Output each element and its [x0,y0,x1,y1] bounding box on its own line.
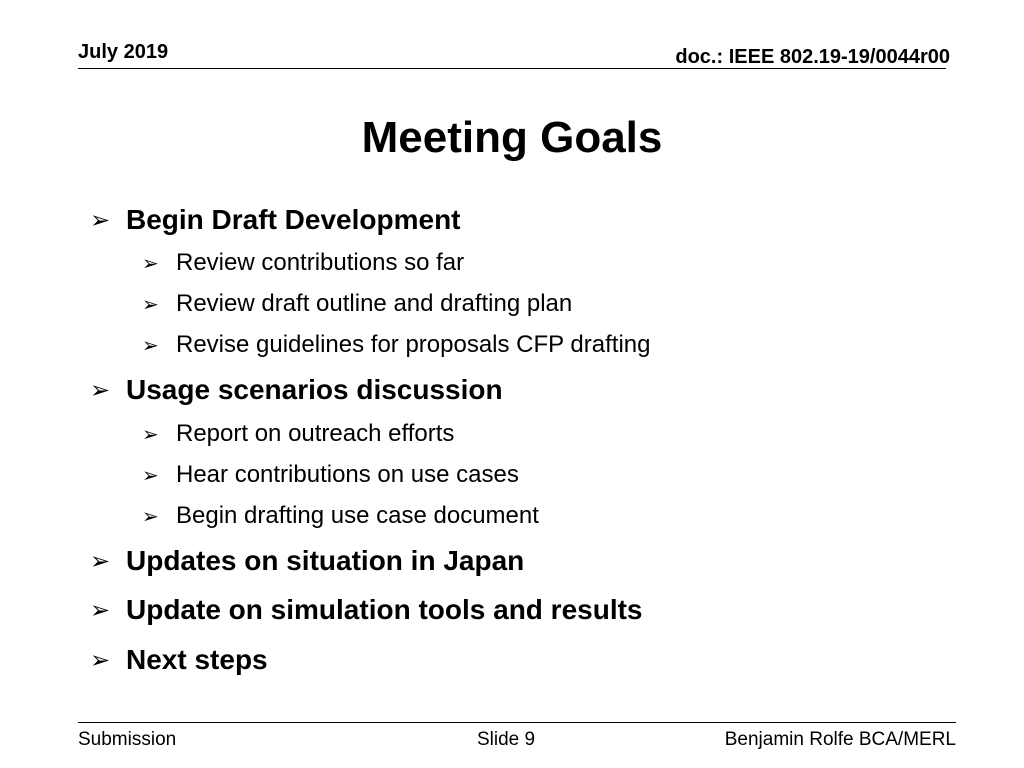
sub-bullet-item [142,501,539,531]
arrow-bullet-icon: ➢ [142,333,159,357]
bullet-item [90,202,461,238]
sub-bullet-item [142,330,650,360]
bullet-item [90,543,524,579]
bullet-text: Update on simulation tools and results [126,594,643,625]
bullet-item [90,592,643,628]
arrow-bullet-icon: ➢ [90,596,111,624]
footer-submission: Submission [78,729,177,750]
sub-bullet-text: Hear contributions on use cases [176,461,519,488]
arrow-bullet-icon: ➢ [90,206,111,234]
bullet-text: Usage scenarios discussion [126,374,503,405]
sub-bullet-item [142,460,519,490]
sub-bullet-item [142,289,572,319]
bullet-item [90,372,503,408]
header-date: July 2019 [78,41,169,63]
header-doc-id: doc.: IEEE 802.19-19/0044r00 [675,46,950,68]
sub-bullet-text: Begin drafting use case document [176,502,539,529]
sub-bullet-text: Review contributions so far [176,249,465,276]
arrow-bullet-icon: ➢ [142,292,159,316]
bullet-item [90,642,268,678]
arrow-bullet-icon: ➢ [142,422,159,446]
arrow-bullet-icon: ➢ [142,504,159,528]
slide-title: Meeting Goals [361,113,663,162]
sub-bullet-text: Revise guidelines for proposals CFP drafting [176,331,651,358]
sub-bullet-item [142,248,464,278]
sub-bullet-text: Review draft outline and drafting plan [176,290,573,317]
arrow-bullet-icon: ➢ [142,251,159,275]
bullet-text: Next steps [126,644,268,675]
footer-author: Benjamin Rolfe BCA/MERL [724,729,956,750]
sub-bullet-text: Report on outreach efforts [176,420,455,447]
bullet-text: Updates on situation in Japan [126,545,525,576]
header-divider [78,68,946,69]
arrow-bullet-icon: ➢ [90,547,111,575]
slide-number: Slide 9 [477,729,536,750]
arrow-bullet-icon: ➢ [90,376,111,404]
arrow-bullet-icon: ➢ [142,463,159,487]
sub-bullet-item [142,419,454,449]
footer-divider [78,722,956,723]
bullet-text: Begin Draft Development [126,204,461,235]
arrow-bullet-icon: ➢ [90,646,111,674]
